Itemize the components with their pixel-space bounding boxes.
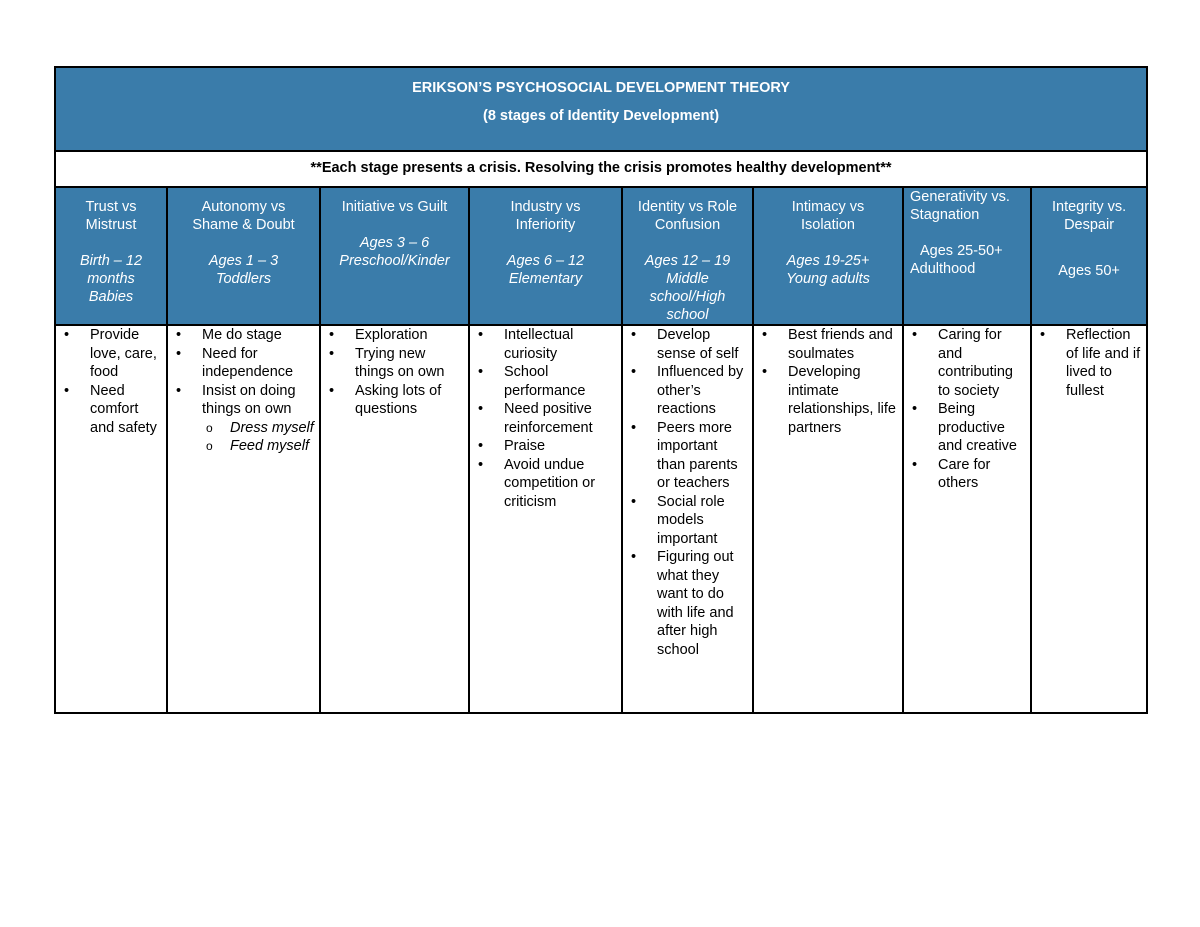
stage-header-initiative <box>320 187 469 325</box>
list-item: • Care for others <box>904 456 1026 493</box>
list-item: • Reflection of life and if lived to fullest <box>1032 326 1142 400</box>
list-item: • Social role models important <box>623 493 748 549</box>
stage-age <box>174 252 313 288</box>
list-item: • Peers more important than parents or teachers <box>623 419 748 493</box>
stage-header-identity <box>622 187 753 325</box>
stage-name: Generativity vs. <box>910 189 1010 205</box>
stage-details-integrity <box>1031 325 1147 713</box>
stages-table <box>54 66 1148 714</box>
stage-details-identity <box>622 325 753 713</box>
sub-list-item: o Feed myself <box>202 437 315 456</box>
stage-age-line: Birth – 12 <box>79 253 143 269</box>
list-item: • Influenced by other’s reactions <box>623 363 748 419</box>
stage-age-line: school/High <box>649 289 726 305</box>
list-item: • Caring for and contributing to society <box>904 326 1026 400</box>
document-title: ERIKSON’S PSYCHOSOCIAL DEVELOPMENT THEORY <box>412 80 790 96</box>
stage-name: Industry vs <box>510 199 581 215</box>
stage-header-intimacy <box>753 187 903 325</box>
stage-age-line: months <box>87 271 135 287</box>
stage-age-line: Ages 3 – 6 <box>359 235 430 251</box>
stage-details-initiative <box>320 325 469 713</box>
sub-list-item: o Dress myself <box>202 419 315 438</box>
list-item: • School performance <box>470 363 617 400</box>
stage-age-line: Ages 50+ <box>1058 263 1120 279</box>
stage-header-trust <box>55 187 167 325</box>
stage-age-line: Adulthood <box>910 261 976 277</box>
bullet-list <box>754 326 902 437</box>
stage-age-line: Ages 1 – 3 <box>208 253 279 269</box>
bullet-list <box>168 326 319 456</box>
list-item: • Me do stage <box>168 326 315 345</box>
stage-details-autonomy <box>167 325 320 713</box>
stage-age <box>327 234 462 270</box>
stage-age-line: Babies <box>88 289 134 305</box>
stage-age-line: school <box>666 307 709 323</box>
document-subtitle: (8 stages of Identity Development) <box>483 108 720 124</box>
stage-age-line: Middle <box>666 271 709 287</box>
stage-age-line: Ages 12 – 19 <box>644 253 731 269</box>
stage-details-industry <box>469 325 622 713</box>
stage-age <box>760 252 896 288</box>
sub-list <box>202 419 315 456</box>
bullet-list <box>321 326 468 419</box>
stage-age <box>629 252 746 324</box>
list-item <box>168 382 315 456</box>
stage-age <box>910 242 1024 278</box>
stage-age <box>62 252 160 306</box>
stage-name: Inferiority <box>515 217 576 233</box>
list-item: • Figuring out what they want to do with life and after high school <box>623 548 748 659</box>
stage-name: Autonomy vs <box>201 199 286 215</box>
list-item: • Praise <box>470 437 617 456</box>
list-item: • Develop sense of self <box>623 326 748 363</box>
stage-age-line: Elementary <box>508 271 583 287</box>
stage-age-line: Ages 6 – 12 <box>506 253 585 269</box>
list-item-text: Insist on doing things on own <box>202 382 296 417</box>
list-item: • Asking lots of questions <box>321 382 464 419</box>
crisis-note-row <box>55 151 1147 187</box>
stage-age-line: Ages 25-50+ <box>920 243 1003 259</box>
stage-age <box>476 252 615 288</box>
bullet-list <box>904 326 1030 493</box>
stage-name: Confusion <box>654 217 721 233</box>
list-item: • Trying new things on own <box>321 345 464 382</box>
stage-header-integrity <box>1031 187 1147 325</box>
bullet-list <box>470 326 621 511</box>
list-item: • Need for independence <box>168 345 315 382</box>
stage-name: Integrity vs. <box>1051 199 1127 215</box>
list-item: • Provide love, care, food <box>56 326 162 382</box>
stage-name: Stagnation <box>910 207 980 223</box>
erikson-stages-document <box>54 66 1146 714</box>
stage-header-autonomy <box>167 187 320 325</box>
stage-header-generativity <box>903 187 1031 325</box>
list-item: • Being productive and creative <box>904 400 1026 456</box>
list-item: • Need comfort and safety <box>56 382 162 438</box>
stage-age-line: Young adults <box>786 271 870 287</box>
stage-header-industry <box>469 187 622 325</box>
stage-name: Initiative vs Guilt <box>341 199 448 215</box>
bullet-list <box>1032 326 1146 400</box>
stage-name: Intimacy vs <box>791 199 865 215</box>
list-item: • Exploration <box>321 326 464 345</box>
stage-name: Trust vs <box>85 199 137 215</box>
stage-details-generativity <box>903 325 1031 713</box>
bullet-list <box>623 326 752 659</box>
list-item: • Best friends and soulmates <box>754 326 898 363</box>
stage-age-line: Preschool/Kinder <box>339 253 450 269</box>
stage-name: Despair <box>1064 217 1115 233</box>
stage-name: Isolation <box>800 217 855 233</box>
stage-age-line: Ages 19-25+ <box>786 253 870 269</box>
list-item: • Need positive reinforcement <box>470 400 617 437</box>
bullet-list <box>56 326 166 437</box>
stage-age <box>1038 262 1140 280</box>
stage-details-trust <box>55 325 167 713</box>
stage-details-intimacy <box>753 325 903 713</box>
stage-name: Shame & Doubt <box>192 217 295 233</box>
list-item: • Intellectual curiosity <box>470 326 617 363</box>
list-item: • Avoid undue competition or criticism <box>470 456 617 512</box>
stage-age-line: Toddlers <box>215 271 272 287</box>
list-item: • Developing intimate relationships, life partners <box>754 363 898 437</box>
stage-name: Mistrust <box>85 217 137 233</box>
crisis-note: **Each stage presents a crisis. Resolving the crisis promotes healthy development** <box>310 160 892 176</box>
title-banner <box>55 67 1147 151</box>
stage-name: Identity vs Role <box>637 199 738 215</box>
